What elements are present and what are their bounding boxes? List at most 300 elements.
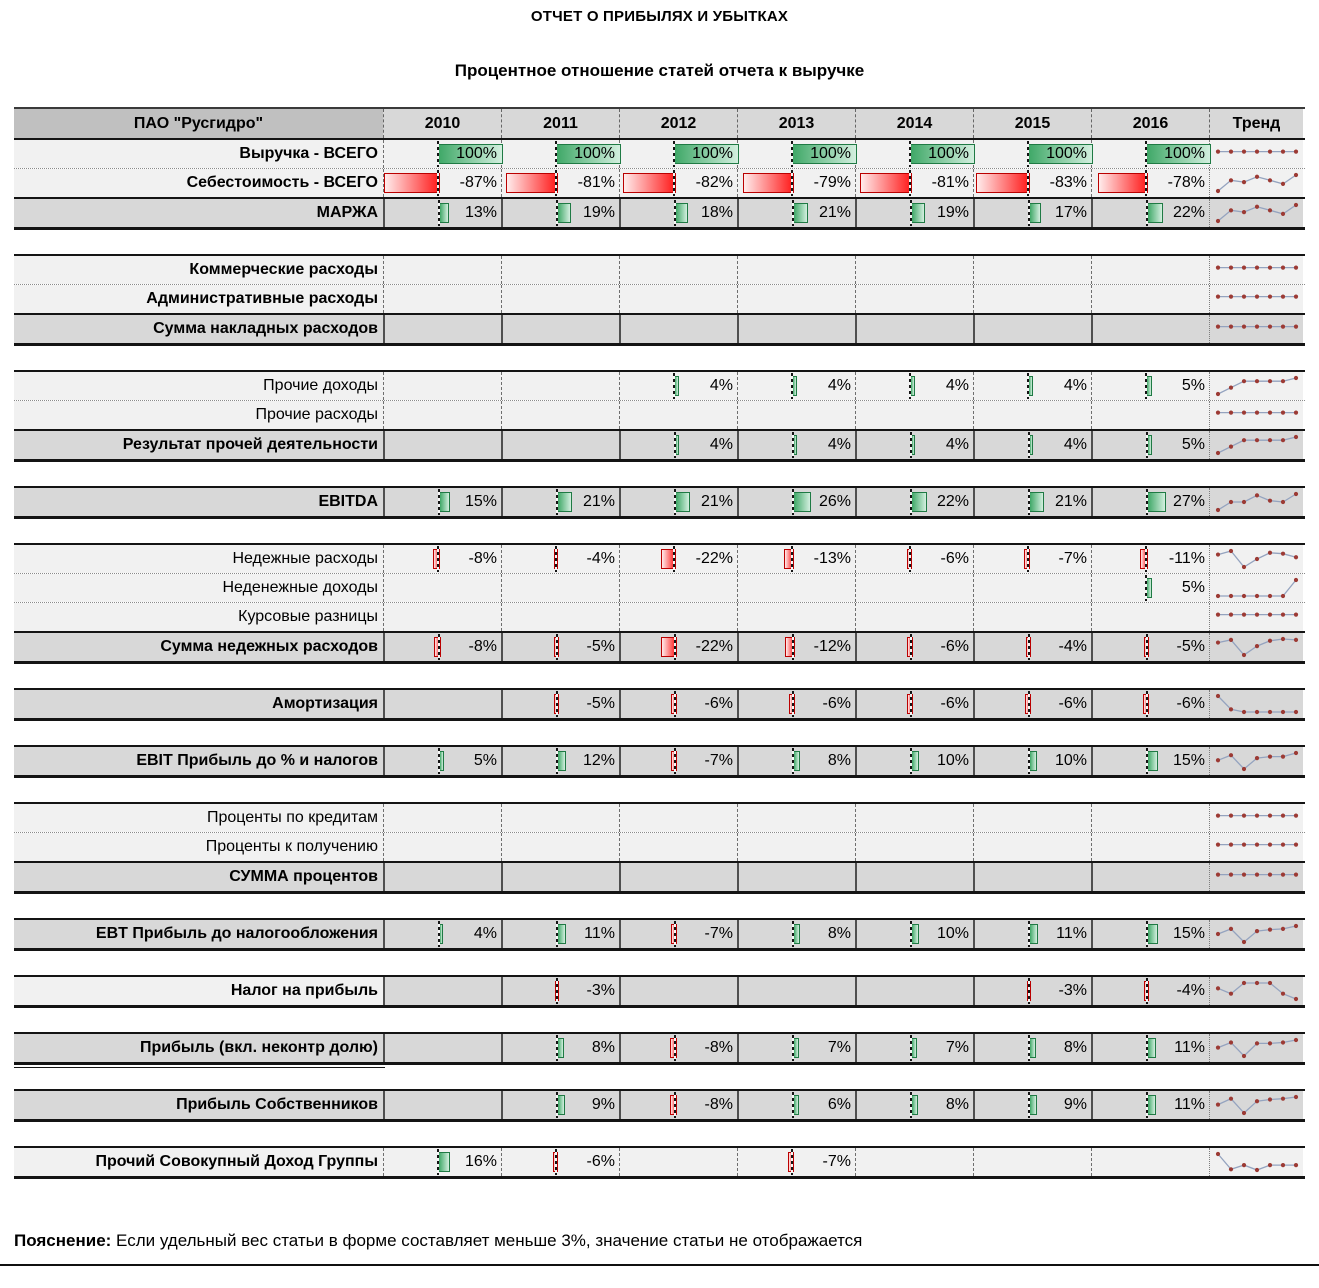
value-cell — [855, 1148, 973, 1176]
bar-axis-icon — [555, 141, 557, 167]
cell-value: 5% — [1181, 579, 1205, 596]
cell-value: -6% — [822, 695, 851, 712]
bar-axis-icon — [556, 1092, 558, 1118]
data-bar — [860, 173, 913, 193]
cell-value: 26% — [818, 493, 851, 510]
bar-axis-icon — [910, 634, 912, 660]
bar-axis-icon — [674, 200, 676, 226]
cell-value: 27% — [1172, 493, 1205, 510]
value-cell — [501, 401, 619, 429]
report-title: ОТЧЕТ О ПРИБЫЛЯХ И УБЫТКАХ — [530, 8, 789, 25]
cell-value: -81% — [931, 174, 969, 191]
value-cell — [1091, 545, 1209, 573]
bar-axis-icon — [1028, 634, 1030, 660]
data-bar — [793, 924, 800, 944]
cell-value: 13% — [464, 204, 497, 221]
cell-value: 22% — [936, 493, 969, 510]
value-cell — [619, 863, 737, 891]
bar-axis-icon — [909, 373, 911, 399]
year-header: 2015 — [973, 109, 1091, 138]
value-cell — [1091, 920, 1209, 948]
cell-value: -87% — [459, 174, 497, 191]
value-cell — [501, 833, 619, 861]
value-cell — [855, 401, 973, 429]
trend-sparkline — [1214, 1093, 1300, 1117]
value-cell — [855, 690, 973, 718]
trend-cell — [1209, 401, 1303, 429]
cell-value: 7% — [945, 1039, 969, 1056]
value-cell — [383, 574, 501, 602]
trend-cell — [1209, 863, 1303, 891]
group-gap — [14, 951, 1305, 975]
bar-axis-icon — [910, 748, 912, 774]
value-cell — [619, 977, 737, 1005]
value-cell — [501, 863, 619, 891]
bar-axis-icon — [437, 546, 439, 572]
bar-axis-icon — [910, 1092, 912, 1118]
value-cell — [973, 804, 1091, 832]
bar-axis-icon — [556, 748, 558, 774]
bar-axis-icon — [674, 921, 676, 947]
cell-value: 4% — [709, 436, 733, 453]
value-cell — [737, 633, 855, 661]
data-bar — [1147, 924, 1158, 944]
table-row — [14, 256, 1305, 284]
table-row — [14, 1091, 1305, 1119]
value-cell — [619, 633, 737, 661]
trend-sparkline — [1214, 201, 1300, 225]
data-bar — [438, 1152, 450, 1172]
data-bar — [911, 751, 919, 771]
cell-value: -5% — [1176, 638, 1205, 655]
trend-cell — [1209, 690, 1303, 718]
cell-value: 4% — [473, 925, 497, 942]
bar-axis-icon — [1028, 748, 1030, 774]
bar-axis-icon — [438, 200, 440, 226]
bar-axis-icon — [791, 373, 793, 399]
bar-axis-icon — [1146, 978, 1148, 1004]
row-label: Прибыль (вкл. неконтр долю) — [14, 1034, 383, 1062]
cell-value: -78% — [1167, 174, 1205, 191]
value-cell — [501, 488, 619, 516]
trend-cell — [1209, 256, 1303, 284]
value-cell — [855, 633, 973, 661]
table-row — [14, 168, 1305, 197]
bar-axis-icon — [1027, 373, 1029, 399]
cell-value: -7% — [822, 1153, 851, 1170]
bar-axis-icon — [673, 546, 675, 572]
value-cell — [855, 920, 973, 948]
cell-value: -6% — [940, 695, 969, 712]
bar-axis-icon — [1146, 748, 1148, 774]
trend-cell — [1209, 285, 1303, 313]
value-cell — [619, 1148, 737, 1176]
bar-axis-icon — [1028, 1092, 1030, 1118]
row-label: Курсовые разницы — [14, 603, 383, 631]
data-bar — [557, 1038, 564, 1058]
row-label: EBIT Прибыль до % и налогов — [14, 747, 383, 775]
value-cell — [737, 863, 855, 891]
value-cell — [501, 603, 619, 631]
cell-value: 22% — [1172, 204, 1205, 221]
value-cell — [1091, 1091, 1209, 1119]
table-row — [14, 429, 1305, 459]
trend-sparkline — [1214, 287, 1300, 311]
trend-sparkline — [1214, 1150, 1300, 1174]
cell-value: 21% — [582, 493, 615, 510]
table-row — [14, 804, 1305, 832]
row-label: Проценты к получению — [14, 833, 383, 861]
table-row — [14, 197, 1305, 227]
trend-sparkline — [1214, 635, 1300, 659]
bar-axis-icon — [1145, 141, 1147, 167]
trend-cell — [1209, 488, 1303, 516]
data-bar — [1029, 1095, 1037, 1115]
trend-sparkline — [1214, 403, 1300, 427]
value-cell — [855, 372, 973, 400]
value-cell — [855, 574, 973, 602]
row-label: Результат прочей деятельности — [14, 431, 383, 459]
cell-value: -8% — [468, 550, 497, 567]
row-label: EBT Прибыль до налогообложения — [14, 920, 383, 948]
value-cell — [501, 1091, 619, 1119]
value-cell — [619, 920, 737, 948]
value-cell — [855, 603, 973, 631]
value-cell — [973, 401, 1091, 429]
bar-axis-icon — [910, 489, 912, 515]
cell-value: 100% — [810, 145, 851, 162]
value-cell — [501, 285, 619, 313]
row-label: Проценты по кредитам — [14, 804, 383, 832]
bar-axis-icon — [910, 1035, 912, 1061]
table-header-row — [14, 107, 1305, 138]
bar-axis-icon — [438, 489, 440, 515]
value-cell — [383, 545, 501, 573]
cell-value: 15% — [1172, 925, 1205, 942]
cell-value: 9% — [1063, 1096, 1087, 1113]
group-gap — [14, 778, 1305, 802]
cell-value: 21% — [700, 493, 733, 510]
value-cell — [383, 256, 501, 284]
table-row — [14, 602, 1305, 631]
bar-axis-icon — [1146, 200, 1148, 226]
value-cell — [501, 545, 619, 573]
data-bar — [793, 751, 800, 771]
value-cell — [973, 1148, 1091, 1176]
value-cell — [737, 977, 855, 1005]
cell-value: 11% — [584, 925, 615, 942]
bar-axis-icon — [1146, 691, 1148, 717]
value-cell — [619, 315, 737, 343]
data-bar — [384, 173, 440, 193]
row-label: Административные расходы — [14, 285, 383, 313]
cell-value: 11% — [1174, 1096, 1205, 1113]
cell-value: -12% — [813, 638, 851, 655]
row-label: МАРЖА — [14, 199, 383, 227]
bar-axis-icon — [1028, 921, 1030, 947]
bar-axis-icon — [438, 634, 440, 660]
value-cell — [501, 372, 619, 400]
cell-value: -22% — [695, 550, 733, 567]
cell-value: 17% — [1054, 204, 1087, 221]
bar-axis-icon — [556, 921, 558, 947]
cell-value: -7% — [704, 752, 733, 769]
value-cell — [383, 315, 501, 343]
bar-axis-icon — [437, 1149, 439, 1175]
row-label: Себестоимость - ВСЕГО — [14, 169, 383, 197]
table-row — [14, 861, 1305, 891]
value-cell — [501, 920, 619, 948]
value-cell — [383, 488, 501, 516]
value-cell — [383, 372, 501, 400]
row-group — [14, 1032, 1305, 1065]
data-bar — [557, 492, 572, 512]
data-bar — [557, 924, 566, 944]
trend-cell — [1209, 1148, 1303, 1176]
cell-value: 6% — [827, 1096, 851, 1113]
data-bar — [1147, 751, 1158, 771]
value-cell — [383, 920, 501, 948]
bar-axis-icon — [1145, 373, 1147, 399]
cell-value: 10% — [936, 752, 969, 769]
data-bar — [1029, 203, 1042, 223]
table-row — [14, 977, 1305, 1005]
row-group — [14, 138, 1305, 230]
table-row — [14, 920, 1305, 948]
trend-sparkline — [1214, 605, 1300, 629]
trend-cell — [1209, 603, 1303, 631]
row-group — [14, 1146, 1305, 1179]
value-cell — [501, 633, 619, 661]
bar-axis-icon — [910, 200, 912, 226]
data-bar — [1147, 203, 1163, 223]
value-cell — [619, 488, 737, 516]
value-cell — [1091, 574, 1209, 602]
bar-axis-icon — [792, 1035, 794, 1061]
value-cell — [501, 1148, 619, 1176]
table-row — [14, 284, 1305, 313]
value-cell — [737, 804, 855, 832]
value-cell — [383, 1091, 501, 1119]
bar-axis-icon — [673, 170, 675, 196]
value-cell — [619, 1091, 737, 1119]
trend-cell — [1209, 169, 1303, 197]
bar-axis-icon — [674, 1092, 676, 1118]
value-cell — [737, 603, 855, 631]
cell-value: 21% — [1054, 493, 1087, 510]
row-group — [14, 745, 1305, 778]
cell-value: -7% — [1058, 550, 1087, 567]
group-gap — [14, 1122, 1305, 1146]
bar-axis-icon — [556, 200, 558, 226]
bar-axis-icon — [673, 373, 675, 399]
value-cell — [737, 920, 855, 948]
row-label: Коммерческие расходы — [14, 256, 383, 284]
bar-axis-icon — [674, 634, 676, 660]
value-cell — [619, 1034, 737, 1062]
value-cell — [619, 747, 737, 775]
table-row — [14, 690, 1305, 718]
row-label: Прочий Совокупный Доход Группы — [14, 1148, 383, 1176]
value-cell — [973, 977, 1091, 1005]
value-cell — [737, 1034, 855, 1062]
cell-value: 7% — [827, 1039, 851, 1056]
value-cell — [383, 977, 501, 1005]
value-cell — [855, 256, 973, 284]
trend-cell — [1209, 545, 1303, 573]
value-cell — [619, 833, 737, 861]
value-cell — [855, 833, 973, 861]
value-cell — [619, 574, 737, 602]
cell-value: 5% — [1181, 436, 1205, 453]
trend-cell — [1209, 1034, 1303, 1062]
group-gap — [14, 1008, 1305, 1032]
table-row — [14, 1148, 1305, 1176]
value-cell — [855, 1034, 973, 1062]
bar-axis-icon — [909, 170, 911, 196]
data-bar — [976, 173, 1030, 193]
data-bar — [506, 173, 559, 193]
table-row — [14, 372, 1305, 400]
value-cell — [973, 747, 1091, 775]
cell-value: 8% — [945, 1096, 969, 1113]
value-cell — [383, 285, 501, 313]
row-label: EBITDA — [14, 488, 383, 516]
row-label: Амортизация — [14, 690, 383, 718]
bar-axis-icon — [1028, 978, 1030, 1004]
value-cell — [619, 804, 737, 832]
value-cell — [737, 256, 855, 284]
value-cell — [619, 401, 737, 429]
cell-value: 4% — [945, 436, 969, 453]
value-cell — [1091, 140, 1209, 168]
cell-value: -6% — [1058, 695, 1087, 712]
bar-axis-icon — [1028, 489, 1030, 515]
cell-value: -79% — [813, 174, 851, 191]
table-row — [14, 573, 1305, 602]
value-cell — [1091, 401, 1209, 429]
bar-axis-icon — [673, 141, 675, 167]
group-gap — [14, 664, 1305, 688]
bar-axis-icon — [437, 141, 439, 167]
value-cell — [973, 545, 1091, 573]
value-cell — [973, 488, 1091, 516]
trend-sparkline — [1214, 692, 1300, 716]
value-cell — [501, 140, 619, 168]
cell-value: -6% — [586, 1153, 615, 1170]
row-group — [14, 543, 1305, 664]
data-bar — [911, 492, 927, 512]
cell-value: 8% — [1063, 1039, 1087, 1056]
trend-cell — [1209, 315, 1303, 343]
value-cell — [383, 1148, 501, 1176]
value-cell — [1091, 633, 1209, 661]
cell-value: -4% — [586, 550, 615, 567]
cell-value: -22% — [695, 638, 733, 655]
data-bar — [911, 924, 919, 944]
row-label: Выручка - ВСЕГО — [14, 140, 383, 168]
value-cell — [973, 315, 1091, 343]
value-cell — [737, 372, 855, 400]
bar-axis-icon — [556, 634, 558, 660]
bar-axis-icon — [909, 546, 911, 572]
row-group — [14, 486, 1305, 519]
value-cell — [383, 690, 501, 718]
cell-value: -13% — [813, 550, 851, 567]
bar-axis-icon — [1146, 432, 1148, 458]
value-cell — [855, 977, 973, 1005]
trend-cell — [1209, 633, 1303, 661]
value-cell — [619, 199, 737, 227]
group-gap — [14, 894, 1305, 918]
bar-axis-icon — [791, 546, 793, 572]
group-gap — [14, 230, 1305, 254]
data-bar — [1147, 492, 1166, 512]
row-group — [14, 918, 1305, 951]
bar-axis-icon — [674, 432, 676, 458]
value-cell — [619, 285, 737, 313]
year-header: 2011 — [501, 109, 619, 138]
year-header: 2014 — [855, 109, 973, 138]
table-body — [14, 138, 1305, 1179]
year-header: 2010 — [383, 109, 501, 138]
bar-axis-icon — [556, 1035, 558, 1061]
cell-value: 19% — [936, 204, 969, 221]
cell-value: -83% — [1049, 174, 1087, 191]
data-bar — [911, 1095, 918, 1115]
data-bar — [1029, 924, 1038, 944]
row-label: Сумма недежных расходов — [14, 633, 383, 661]
table-row — [14, 631, 1305, 661]
value-cell — [855, 545, 973, 573]
value-cell — [1091, 603, 1209, 631]
cell-value: -5% — [586, 638, 615, 655]
value-cell — [501, 1034, 619, 1062]
bar-axis-icon — [674, 489, 676, 515]
cell-value: 5% — [1181, 377, 1205, 394]
value-cell — [737, 431, 855, 459]
value-cell — [619, 545, 737, 573]
data-bar — [1147, 1038, 1156, 1058]
value-cell — [501, 199, 619, 227]
bar-axis-icon — [909, 141, 911, 167]
bar-axis-icon — [555, 546, 557, 572]
table-row — [14, 1034, 1305, 1062]
value-cell — [737, 690, 855, 718]
row-group — [14, 370, 1305, 462]
value-cell — [383, 431, 501, 459]
cell-value: 100% — [1164, 145, 1205, 162]
value-cell — [973, 833, 1091, 861]
trend-cell — [1209, 199, 1303, 227]
value-cell — [1091, 431, 1209, 459]
cell-value: -6% — [940, 638, 969, 655]
bar-axis-icon — [910, 691, 912, 717]
trend-sparkline — [1214, 922, 1300, 946]
value-cell — [737, 199, 855, 227]
trend-cell — [1209, 833, 1303, 861]
cell-value: 100% — [574, 145, 615, 162]
footnote — [14, 1231, 1319, 1251]
trend-cell — [1209, 977, 1303, 1005]
value-cell — [737, 140, 855, 168]
group-gap — [14, 721, 1305, 745]
bar-axis-icon — [437, 170, 439, 196]
cell-value: 4% — [827, 377, 851, 394]
trend-cell — [1209, 747, 1303, 775]
bar-axis-icon — [1028, 432, 1030, 458]
value-cell — [855, 804, 973, 832]
